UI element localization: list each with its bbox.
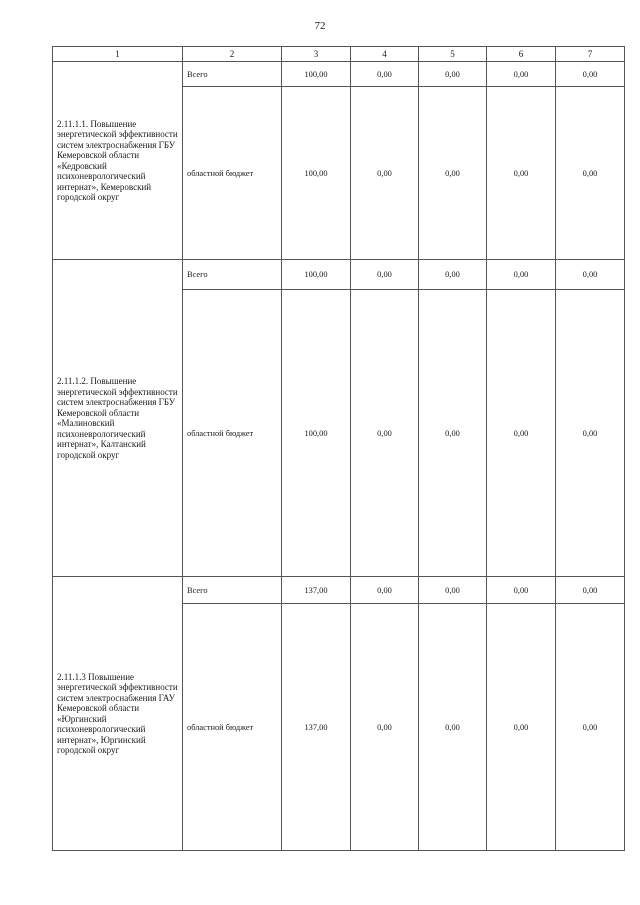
funding-source: Всего xyxy=(183,260,282,290)
column-header: 4 xyxy=(351,47,419,62)
value-cell: 100,00 xyxy=(282,87,351,260)
value-cell: 0,00 xyxy=(556,604,625,851)
table-row xyxy=(53,62,625,87)
page-number: 72 xyxy=(314,20,326,32)
funding-source: областной бюджет xyxy=(183,87,282,260)
value-cell: 137,00 xyxy=(282,577,351,604)
value-cell: 0,00 xyxy=(351,260,419,290)
measure-description: 2.11.1.3 Повышение энергетической эффективности систем электроснабжения ГАУ Кемеровской области «Юргинский психоневрологический интернат», Юргинский городской округ xyxy=(53,577,183,851)
value-cell: 0,00 xyxy=(419,87,487,260)
value-cell: 0,00 xyxy=(487,62,556,87)
funding-source: областной бюджет xyxy=(183,290,282,577)
value-cell: 0,00 xyxy=(419,604,487,851)
table-row xyxy=(53,577,625,604)
funding-source: Всего xyxy=(183,577,282,604)
value-cell: 0,00 xyxy=(351,62,419,87)
budget-table xyxy=(52,46,625,851)
value-cell: 100,00 xyxy=(282,290,351,577)
column-header: 3 xyxy=(282,47,351,62)
table-header-row xyxy=(53,47,625,62)
column-header: 2 xyxy=(183,47,282,62)
value-cell: 0,00 xyxy=(487,260,556,290)
value-cell: 0,00 xyxy=(556,260,625,290)
value-cell: 0,00 xyxy=(556,87,625,260)
funding-source: областной бюджет xyxy=(183,604,282,851)
value-cell: 0,00 xyxy=(419,260,487,290)
value-cell: 0,00 xyxy=(351,290,419,577)
value-cell: 137,00 xyxy=(282,604,351,851)
value-cell: 0,00 xyxy=(487,87,556,260)
measure-description: 2.11.1.1. Повышение энергетической эффективности систем электроснабжения ГБУ Кемеровской области «Кедровский психоневрологический интернат», Кемеровский городской округ xyxy=(53,62,183,260)
value-cell: 0,00 xyxy=(487,604,556,851)
table-row xyxy=(53,260,625,290)
measure-description: 2.11.1.2. Повышение энергетической эффективности систем электроснабжения ГБУ Кемеровской области «Малиновский психоневрологический интернат», Калтанский городской округ xyxy=(53,260,183,577)
column-header: 6 xyxy=(487,47,556,62)
value-cell: 0,00 xyxy=(419,62,487,87)
column-header: 7 xyxy=(556,47,625,62)
value-cell: 0,00 xyxy=(351,87,419,260)
column-header: 1 xyxy=(53,47,183,62)
value-cell: 100,00 xyxy=(282,62,351,87)
value-cell: 0,00 xyxy=(351,577,419,604)
value-cell: 0,00 xyxy=(419,290,487,577)
column-header: 5 xyxy=(419,47,487,62)
funding-source: Всего xyxy=(183,62,282,87)
value-cell: 0,00 xyxy=(556,62,625,87)
value-cell: 0,00 xyxy=(556,290,625,577)
value-cell: 0,00 xyxy=(556,577,625,604)
value-cell: 0,00 xyxy=(487,577,556,604)
value-cell: 0,00 xyxy=(419,577,487,604)
value-cell: 0,00 xyxy=(487,290,556,577)
value-cell: 0,00 xyxy=(351,604,419,851)
value-cell: 100,00 xyxy=(282,260,351,290)
